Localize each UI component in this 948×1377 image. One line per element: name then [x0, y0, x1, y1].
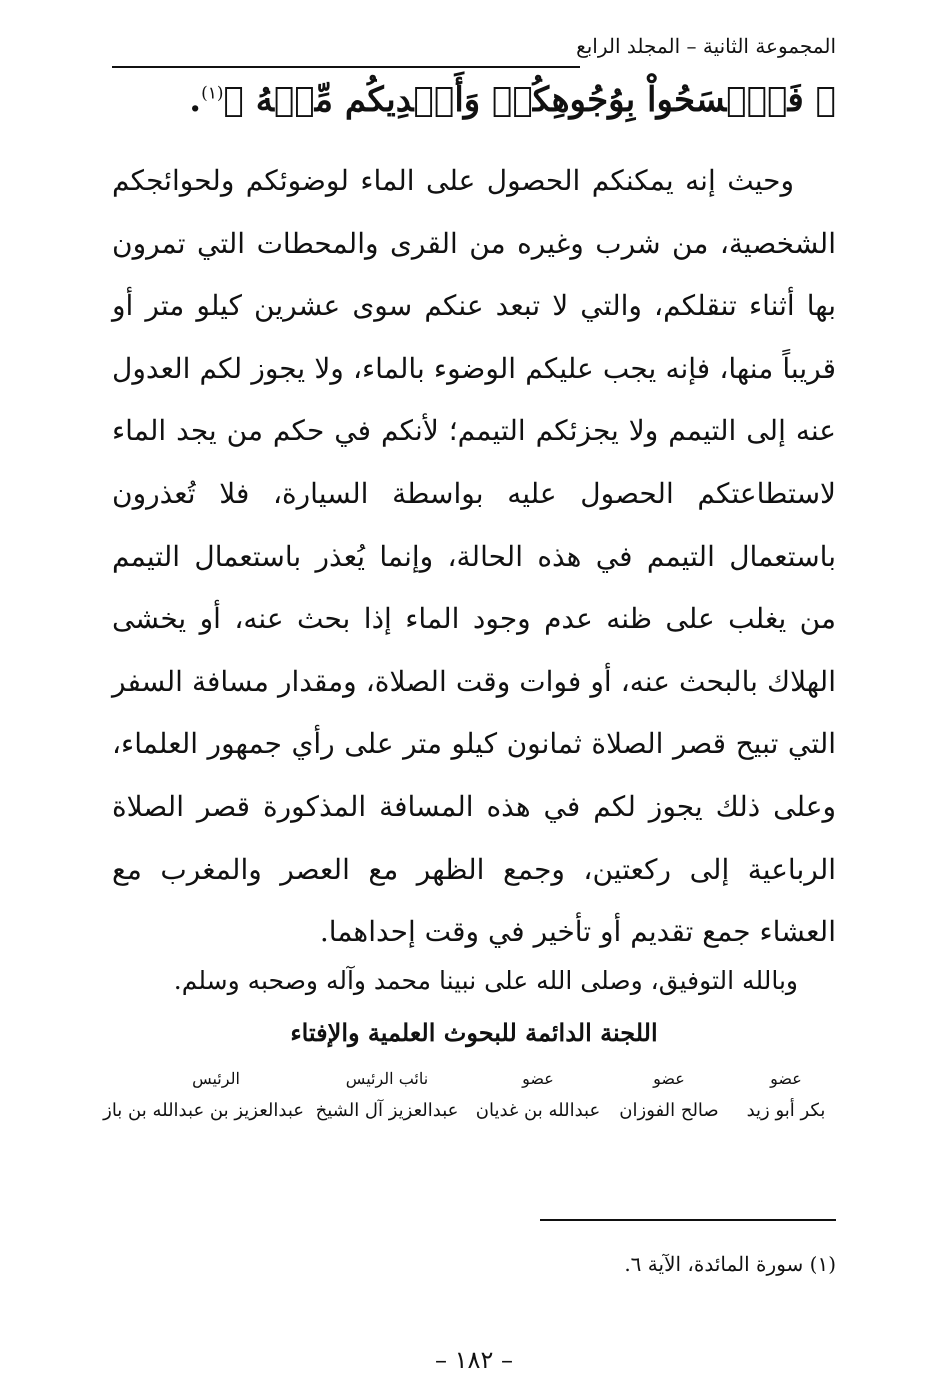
body-paragraph: وحيث إنه يمكنكم الحصول على الماء لوضوئكم ولحوائجكم الشخصية، من شرب وغيره من القرى والمحطات التي تمرون بها أثناء تنقلكم، والتي لا تبعد عنكم سوى عشرين كيلو متر أو قريباً منها، فإنه يجب عليكم الوضوء بالماء، ولا يجوز لكم العدول عنه إلى التيمم ولا يجزئكم التيمم؛ لأنكم في حكم من يجد الماء لاستطاعتكم الحصول عليه بواسطة السيارة، فلا تُعذرون باستعمال التيمم في هذه الحالة، وإنما يُعذر باستعمال التيمم من يغلب على ظنه عدم وجود الماء إذا بحث عنه، أو يخشى الهلاك بالبحث عنه، أو فوات وقت الصلاة، ومقدار مسافة السفر التي تبيح قصر الصلاة ثمانون كيلو متر على رأي جمهور العلماء، وعلى ذلك يجوز لكم في هذه المسافة المذكورة قصر الصلاة الرباعية إلى ركعتين، وجمع الظهر مع العصر والمغرب مع العشاء جمع تقديم أو تأخير في وقت إحداهما.	[112, 164, 836, 949]
fatwa-body	[112, 150, 836, 964]
header-rule	[112, 66, 580, 68]
signatory-name: عبدالعزيز بن عبدالله بن باز	[103, 1100, 304, 1121]
signatory-role: عضو	[522, 1069, 554, 1088]
signatory-5	[103, 1068, 304, 1124]
signatory-role: نائب الرئيس	[345, 1069, 429, 1088]
signatory-4	[308, 1068, 466, 1124]
signatory-3	[470, 1068, 606, 1124]
signatory-name: بكر أبو زيد	[746, 1100, 826, 1121]
quran-verse	[189, 80, 836, 120]
signatory-name: عبدالعزيز آل الشيخ	[315, 1100, 459, 1121]
footnote-separator	[540, 1219, 836, 1221]
signatory-2	[614, 1068, 724, 1124]
signatory-role: الرئيس	[192, 1069, 240, 1088]
page-number: – ١٨٢ –	[435, 1346, 513, 1374]
signatory-role: عضو	[770, 1069, 802, 1088]
verse-end: .	[189, 80, 202, 120]
footnote: (١) سورة المائدة، الآية ٦.	[624, 1252, 836, 1276]
signatory-name: عبدالله بن غديان	[475, 1100, 601, 1121]
footnote-reference[interactable]: (١)	[201, 83, 224, 104]
running-header: المجموعة الثانية – المجلد الرابع	[576, 34, 836, 58]
committee-title: اللجنة الدائمة للبحوث العلمية والإفتاء	[290, 1018, 658, 1047]
signatory-role: عضو	[653, 1069, 685, 1088]
closing-line: وبالله التوفيق، وصلى الله على نبينا محمد وآله وصحبه وسلم.	[173, 966, 798, 995]
signatory-name: صالح الفوزان	[619, 1100, 719, 1121]
signatory-1	[736, 1068, 836, 1124]
verse-text: ﴿ فَٱمۡسَحُواْ بِوُجُوهِكُمۡ وَأَيۡدِيكُم مِّنۡهُ ﴾	[223, 80, 836, 120]
